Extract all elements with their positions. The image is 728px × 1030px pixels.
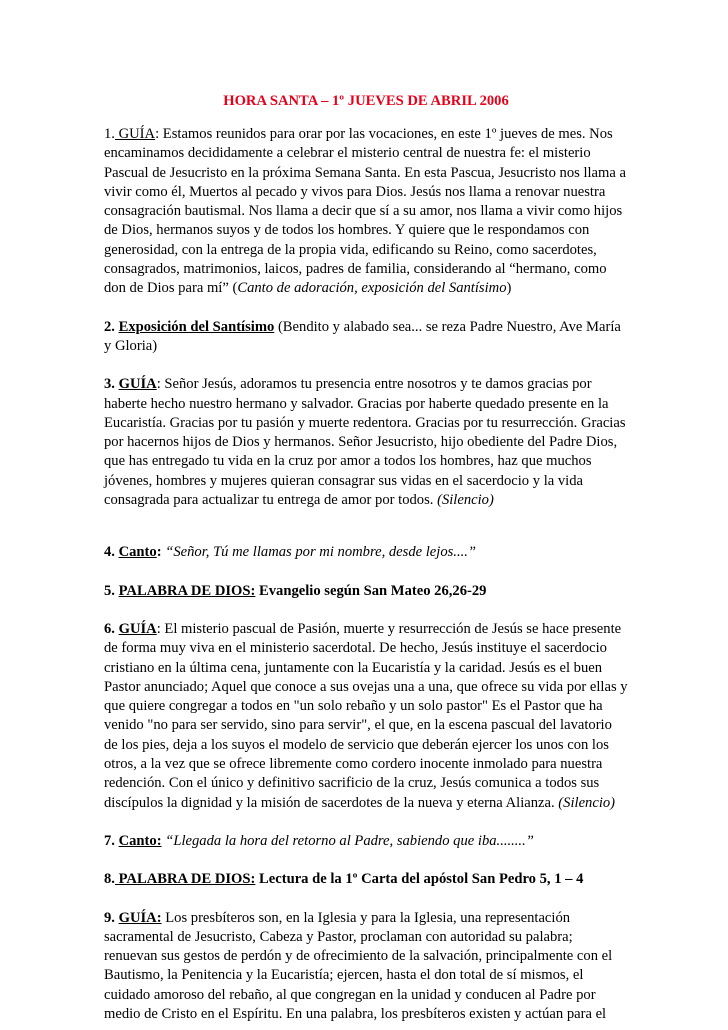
paragraph-5-number: 5. bbox=[104, 582, 119, 599]
paragraph-5-text: Evangelio según San Mateo 26,26-29 bbox=[255, 582, 487, 599]
paragraph-8 bbox=[104, 870, 628, 889]
paragraph-2-label: Exposición del Santísimo bbox=[118, 318, 275, 335]
paragraph-9-label: GUÍA: bbox=[118, 909, 162, 926]
paragraph-5 bbox=[104, 582, 628, 601]
paragraph-2-text: (Bendito y alabado sea... se reza Padre Nuestro, Ave María y Gloria) bbox=[104, 318, 621, 354]
paragraph-7-number: 7. bbox=[104, 832, 119, 849]
paragraph-1-number: 1. bbox=[104, 126, 115, 142]
paragraph-9-text: Los presbíteros son, en la Iglesia y para la Iglesia, una representación sacramental de Jesucristo, Cabeza y Pastor, proclaman con autoridad su palabra; renuevan sus gestos de perdón y de ofrecimiento de la salvación, principalmente con el Bautismo, la Penitencia y la Eucaristía; ejercen, hasta el don total de sí mismos, el cuidado amoroso del rebaño, al que congregan en la unidad y conducen al Padre por medio de Cristo en el Espíritu. En una palabra, los presbíteros existen y actúan para el bbox=[104, 909, 613, 1022]
paragraph-9 bbox=[104, 909, 628, 1025]
paragraph-6 bbox=[104, 620, 628, 813]
paragraph-8-text: Lectura de la 1º Carta del apóstol San Pedro 5, 1 – 4 bbox=[255, 871, 584, 888]
paragraph-6-number: 6. bbox=[104, 620, 119, 637]
paragraph-4-italic: “Señor, Tú me llamas por mi nombre, desde lejos....” bbox=[161, 544, 477, 561]
paragraph-1-label: GUÍA bbox=[114, 126, 156, 142]
document-title: HORA SANTA – 1º JUEVES DE ABRIL 2006 bbox=[223, 93, 509, 109]
paragraph-4-number: 4. bbox=[104, 544, 119, 561]
paragraph-4-label: Canto bbox=[118, 544, 157, 561]
paragraph-7-italic: “Llegada la hora del retorno al Padre, sabiendo que iba........” bbox=[161, 832, 534, 849]
paragraph-4 bbox=[104, 543, 628, 562]
paragraph-5-label: PALABRA DE DIOS: bbox=[118, 582, 256, 599]
paragraph-3-number: 3. bbox=[104, 376, 119, 393]
paragraph-1-text: : Estamos reunidos para orar por las vocaciones, en este 1º jueves de mes. Nos encaminamos decididamente a celebrar el misterio central de nuestra fe: el misterio Pascual de Jesucristo en la próxima Semana Santa. En esta Pascua, Jesucristo nos llama a vivir como él, Muertos al pecado y vivos para Dios. Jesús nos llama a renovar nuestra consagración bautismal. Nos llama a decir que sí a su amor, nos llama a vivir como hijos de Dios, hermanos suyos y de todos los hombres. Y quiere que le respondamos con generosidad, con la entrega de la propia vida, edificando su Reino, como sacerdotes, consagrados, matrimonios, laicos, padres de familia, considerando al “hermano, como don de Dios para mí” ( bbox=[104, 126, 626, 297]
paragraph-6-label: GUÍA bbox=[118, 620, 157, 637]
paragraph-9-number: 9. bbox=[104, 909, 119, 926]
paragraph-8-number: 8. bbox=[104, 871, 115, 888]
paragraph-1 bbox=[104, 125, 628, 299]
paragraph-2 bbox=[104, 318, 628, 357]
paragraph-1-italic: Canto de adoración, exposición del Santísimo bbox=[237, 280, 507, 297]
paragraph-3-italic: (Silencio) bbox=[437, 492, 494, 509]
paragraph-6-italic: (Silencio) bbox=[558, 794, 616, 811]
paragraph-1-close: ) bbox=[506, 280, 512, 297]
paragraph-8-label: PALABRA DE DIOS: bbox=[114, 871, 256, 888]
paragraph-6-text: : El misterio pascual de Pasión, muerte y resurrección de Jesús se hace presente de forma muy viva en el ministerio sacerdotal. De hecho, Jesús instituye el sacerdocio cristiano en la última cena, juntamente con la Eucaristía y la caridad. Jesús es el buen Pastor anunciado; Aquel que conoce a sus ovejas una a una, que ofrece su vida por ellas y que quiere congregar a todos en "un solo rebaño y un solo pastor" Es el Pastor que ha venido "no para ser servido, sino para servir", el que, en la escena pascual del lavatorio de los pies, deja a los suyos el modelo de servicio que deberán ejercer los unos con los otros, a la vez que se ofrece libremente como cordero inocente inmolado para nuestra redención. Con el único y definitivo sacrificio de la cruz, Jesús comunica a todos sus discípulos la dignidad y la misión de sacerdotes de la nueva y eterna Alianza. bbox=[104, 620, 628, 811]
paragraph-4-colon: : bbox=[156, 544, 162, 561]
paragraph-3-text: : Señor Jesús, adoramos tu presencia entre nosotros y te damos gracias por haberte hecho nuestro hermano y salvador. Gracias por haberte quedado presente en la Eucaristía. Gracias por tu pasión y muerte redentora. Gracias por tu resurrección. Gracias por hacernos hijos de Dios y hermanos. Señor Jesucristo, hijo obediente del Padre Dios, que has entregado tu vida en la cruz por amor a todos los hombres, haz que muchos jóvenes, hombres y mujeres quieran consagrar sus vidas en el sacerdocio y la vida consagrada para actualizar tu entrega de amor por todos. bbox=[104, 376, 626, 509]
paragraph-7-label: Canto: bbox=[118, 832, 162, 849]
paragraph-3 bbox=[104, 375, 628, 510]
paragraph-7 bbox=[104, 832, 628, 851]
paragraph-2-number: 2. bbox=[104, 318, 119, 335]
paragraph-3-label: GUÍA bbox=[118, 376, 157, 393]
